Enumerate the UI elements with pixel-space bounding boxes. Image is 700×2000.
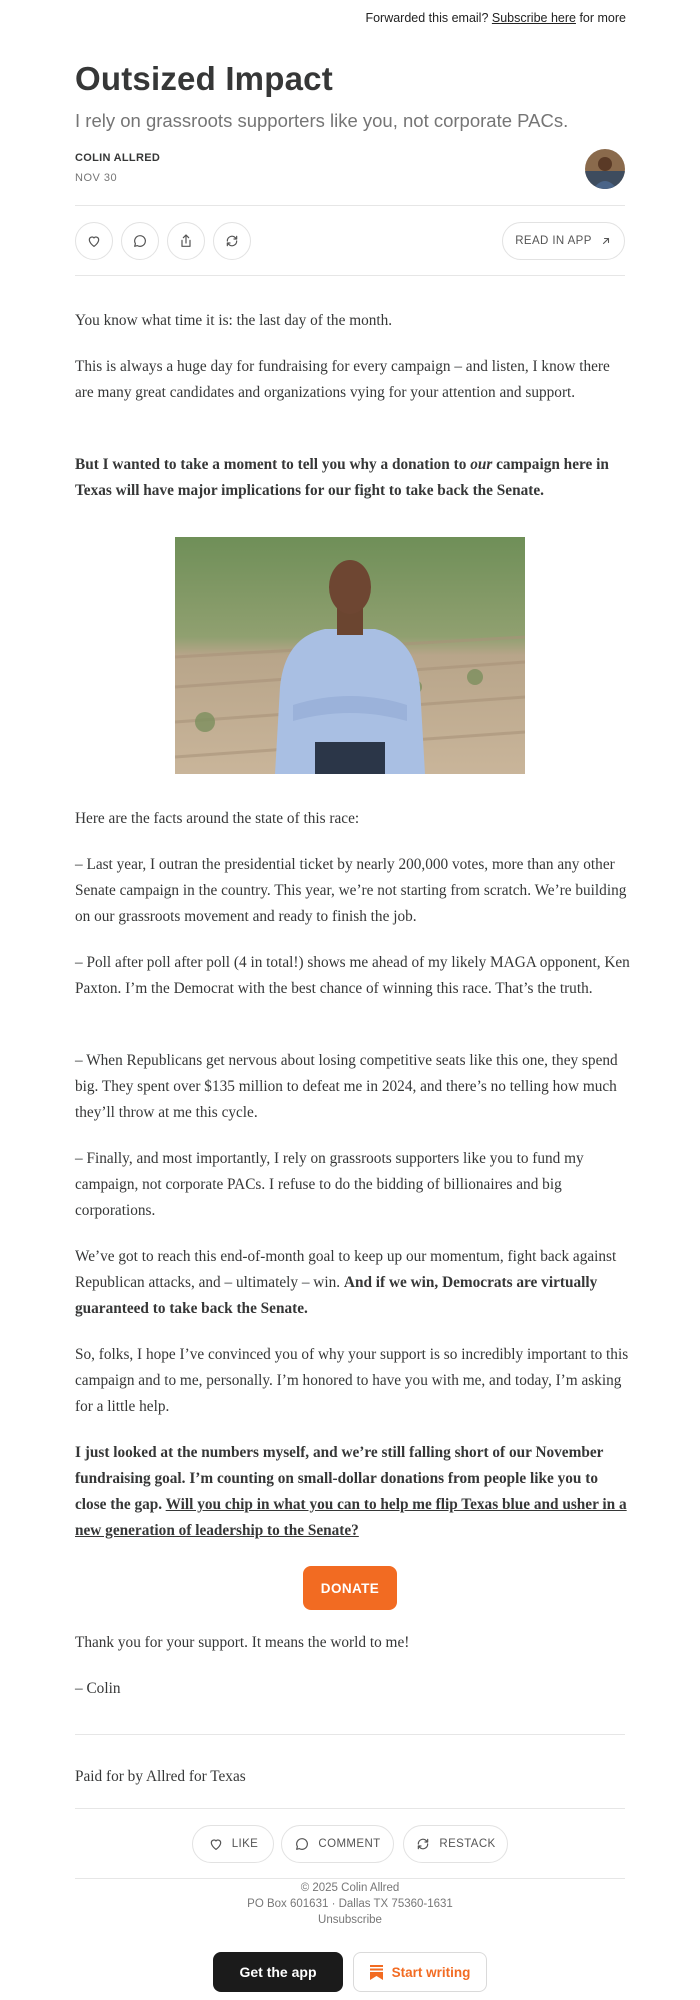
unsubscribe-link[interactable]: Unsubscribe (318, 1914, 382, 1926)
body-paragraph: – When Republicans get nervous about losing competitive seats like this one, they spend big. They spent over $135 million to defeat me in 2024, and there’s no telling how much they’ll throw at me this cycle. (75, 1052, 618, 1121)
restack-icon (224, 233, 240, 249)
author-name[interactable]: COLIN ALLRED (75, 152, 161, 164)
get-the-app-button[interactable]: Get the app (213, 1952, 343, 1992)
body-paragraph: – Poll after poll after poll (4 in total!) shows me ahead of my likely MAGA opponent, Ken Paxton. I’m the Democrat with the best chance of winning this race. That’s the truth. (75, 954, 630, 997)
divider (75, 205, 625, 206)
read-in-app-label: READ IN APP (515, 235, 592, 247)
start-writing-label: Start writing (391, 1964, 471, 1980)
comment-label: COMMENT (318, 1838, 381, 1850)
body-paragraph: – Last year, I outran the presidential ticket by nearly 200,000 votes, more than any other Senate campaign in the country. This year, we’re not starting from scratch. We’re building on our grassroots movement and ready to finish the job. (75, 856, 627, 925)
mailing-address: PO Box 601631 · Dallas TX 75360-1631 (247, 1898, 453, 1910)
subscribe-link[interactable]: Subscribe here (491, 11, 576, 25)
bold-text: I just looked at the numbers myself, and we’re still falling short of our November fundraising goal. I’m counting on small-dollar donations from people like you to close the gap. (75, 1444, 604, 1513)
body-paragraph: This is always a huge day for fundraising for every campaign – and listen, I know there are many great candidates and organizations vying for your attention and support. (75, 358, 610, 401)
comment-icon (132, 233, 148, 249)
divider (75, 1808, 625, 1809)
comment-icon (294, 1836, 310, 1852)
comment-button[interactable] (121, 222, 159, 260)
start-writing-button[interactable] (353, 1952, 487, 1992)
restack-pill-button[interactable] (403, 1825, 508, 1863)
share-icon (178, 233, 194, 249)
copyright: © 2025 Colin Allred (300, 1882, 400, 1894)
body-paragraph-bold (75, 1440, 630, 1544)
share-button[interactable] (167, 222, 205, 260)
author-avatar[interactable] (585, 149, 625, 189)
body-paragraph: – Finally, and most importantly, I rely on grassroots supporters like you to fund my campaign, not corporate PACs. I refuse to do the bidding of billionaires and big corporations. (75, 1150, 584, 1219)
comment-pill-button[interactable] (281, 1825, 394, 1863)
donation-link[interactable]: Will you chip in what you can to help me flip Texas blue and usher in a new generation of leadership to the Senate? (75, 1496, 627, 1539)
body-paragraph: Thank you for your support. It means the world to me! (75, 1634, 410, 1651)
substack-logo-icon (370, 1965, 383, 1980)
signoff: – Colin (75, 1680, 121, 1697)
forward-suffix: for more (579, 11, 626, 25)
candidate-photo[interactable] (175, 537, 525, 774)
read-in-app-button[interactable] (502, 222, 625, 260)
body-paragraph: Here are the facts around the state of this race: (75, 810, 360, 827)
arrow-up-right-icon (600, 235, 612, 247)
paid-for-disclaimer: Paid for by Allred for Texas (75, 1768, 246, 1785)
like-button[interactable] (75, 222, 113, 260)
divider (75, 1734, 625, 1735)
post-title[interactable]: Outsized Impact (75, 60, 333, 97)
like-label: LIKE (231, 1838, 259, 1850)
post-date: NOV 30 (75, 172, 118, 184)
bold-text: campaign here in Texas will have major implications for our fight to take back the Senate. (75, 456, 609, 499)
restack-button[interactable] (213, 222, 251, 260)
divider (75, 275, 625, 276)
like-pill-button[interactable] (192, 1825, 274, 1863)
bold-text: But I wanted to take a moment to tell you why a donation to (75, 456, 471, 473)
emphasis-text: our (470, 456, 493, 473)
heart-icon (86, 233, 102, 249)
post-subtitle: I rely on grassroots supporters like you, not corporate PACs. (75, 110, 569, 131)
forward-text: Forwarded this email? (365, 11, 489, 25)
forward-banner (365, 11, 626, 25)
restack-label: RESTACK (439, 1838, 496, 1850)
body-paragraph (75, 1244, 630, 1322)
divider (75, 1878, 625, 1879)
body-paragraph-bold (75, 452, 630, 504)
restack-icon (415, 1836, 431, 1852)
heart-icon (208, 1836, 224, 1852)
body-paragraph: You know what time it is: the last day of the month. (75, 312, 393, 329)
bold-text: And if we win, Democrats are virtually guaranteed to take back the Senate. (75, 1274, 598, 1317)
plain-text: We’ve got to reach this end-of-month goal to keep up our momentum, fight back against Republican attacks, and – ultimately – win. (75, 1248, 617, 1291)
body-paragraph: So, folks, I hope I’ve convinced you of why your support is so incredibly important to this campaign and to me, personally. I’m honored to have you with me, and today, I’m asking for a little help. (75, 1346, 629, 1415)
donate-button[interactable]: DONATE (303, 1566, 397, 1610)
